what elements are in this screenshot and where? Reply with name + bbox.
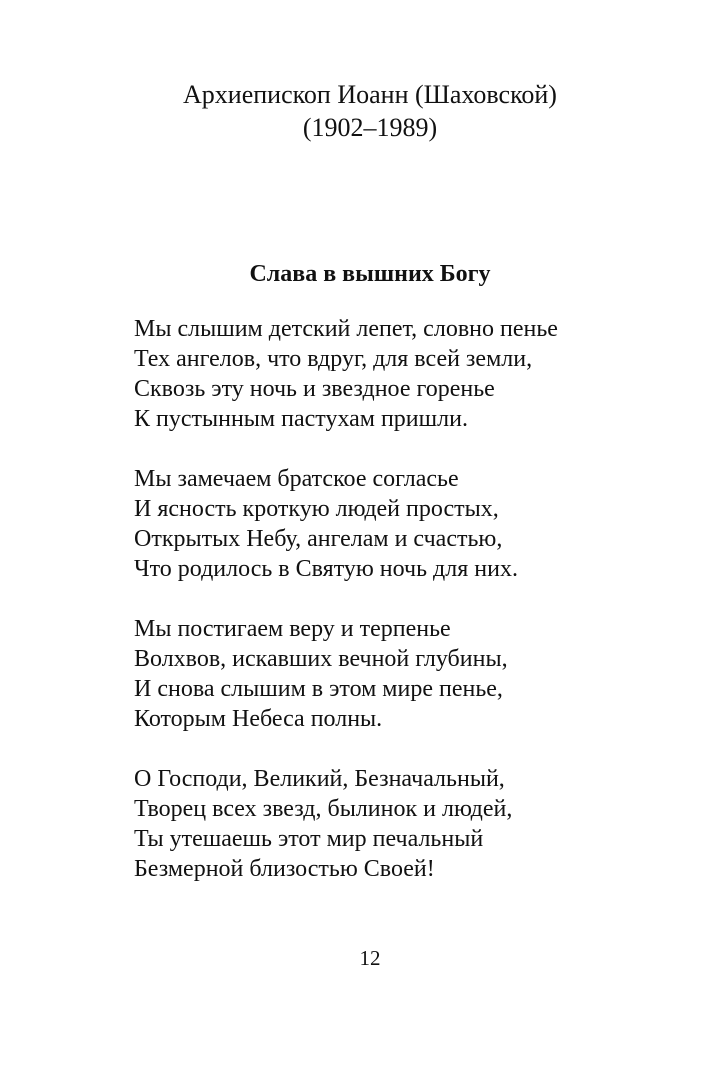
stanza <box>134 764 558 884</box>
page-number: 12 <box>359 946 381 970</box>
poem-line: Открытых Небу, ангелам и счастью, <box>134 526 503 552</box>
poem-line: Творец всех звезд, былинок и людей, <box>134 796 513 822</box>
stanza <box>134 314 558 434</box>
poem-line: К пустынным пастухам пришли. <box>134 406 468 432</box>
poem-line: Мы постигаем веру и терпенье <box>134 616 451 642</box>
author-years: (1902–1989) <box>302 113 438 142</box>
author-heading <box>0 78 720 144</box>
poem-line: Тех ангелов, что вдруг, для всей земли, <box>134 346 533 372</box>
poem-line: Которым Небеса полны. <box>134 706 383 732</box>
poem-line: Сквозь эту ночь и звездное горенье <box>134 376 495 402</box>
poem-line: Ты утешаешь этот мир печальный <box>134 826 484 852</box>
poem-body <box>134 314 558 914</box>
poem-line: О Господи, Великий, Безначальный, <box>134 766 505 792</box>
poem-title: Слава в вышних Богу <box>249 261 491 287</box>
author-name: Архиепископ Иоанн (Шаховской) <box>183 80 557 109</box>
stanza <box>134 464 558 584</box>
poem-line: Безмерной близостью Своей! <box>134 856 435 882</box>
poem-line: Мы слышим детский лепет, словно пенье <box>134 316 558 342</box>
poem-line: И снова слышим в этом мире пенье, <box>134 676 503 702</box>
stanza <box>134 614 558 734</box>
poem-line: Волхвов, искавших вечной глубины, <box>134 646 508 672</box>
poem-line: Мы замечаем братское согласье <box>134 466 459 492</box>
poem-line: Что родилось в Святую ночь для них. <box>134 556 518 582</box>
poem-line: И ясность кроткую людей простых, <box>134 496 499 522</box>
